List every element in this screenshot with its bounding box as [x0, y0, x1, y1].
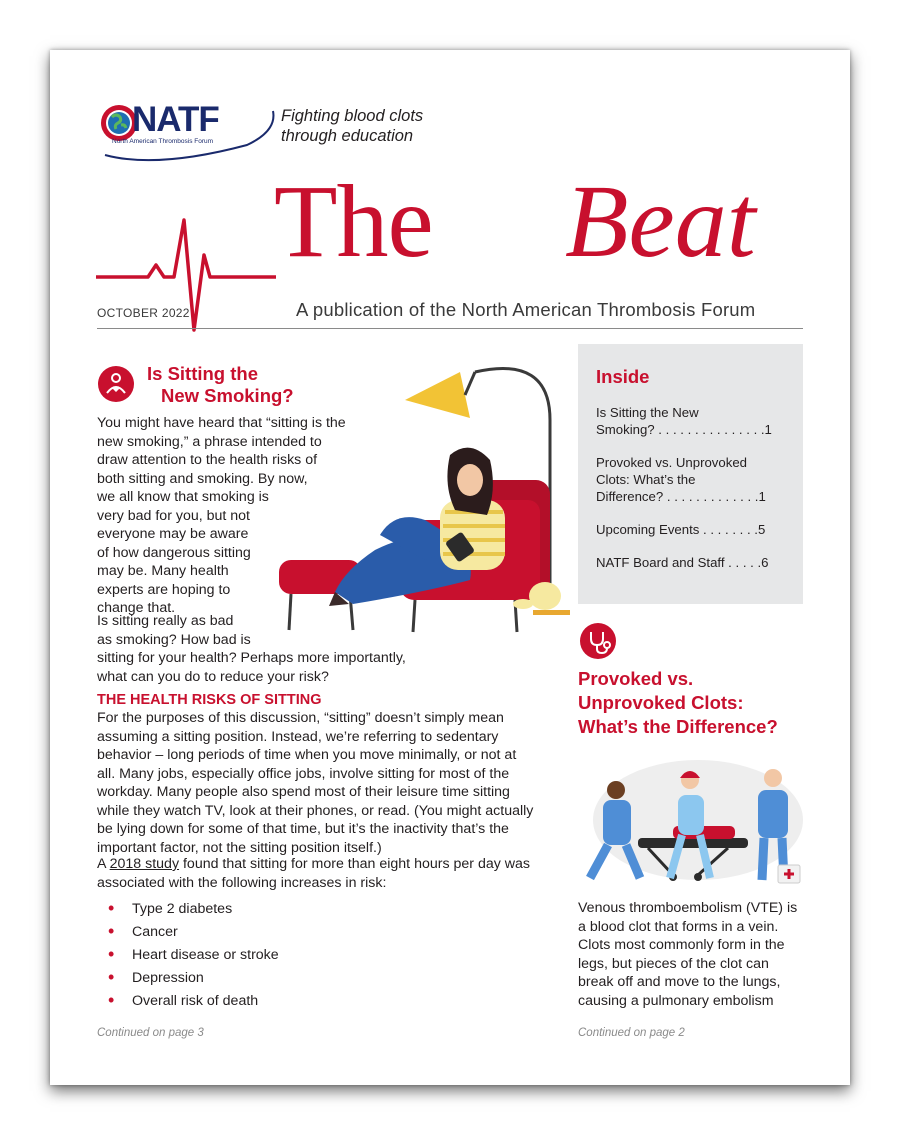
risk-line: while they watch TV, look at their phones, or read. (You might actually — [97, 802, 534, 819]
article2-heading-line-3: What’s the Difference? — [578, 716, 778, 737]
logo-text: NATF — [132, 100, 219, 139]
toc-item-sitting[interactable] — [596, 404, 772, 438]
body-line: Venous thromboembolism (VTE) is — [578, 900, 798, 916]
tagline-line-1: Fighting blood clots — [281, 107, 424, 125]
logo-subtext: North American Thrombosis Forum — [112, 138, 214, 145]
study-link[interactable]: 2018 study — [109, 856, 180, 872]
risk-line: assuming a sitting position. Instead, we’re referring to sedentary — [97, 728, 499, 745]
study-prefix: A — [97, 856, 110, 872]
publication-subtitle: A publication of the North American Thrombosis Forum — [296, 299, 756, 320]
person-heart-icon — [98, 366, 134, 402]
inside-sidebar — [578, 344, 803, 604]
body-line: causing a pulmonary embolism — [578, 992, 774, 1009]
article2-heading-line-1: Provoked vs. — [578, 668, 694, 689]
list-item: • Heart disease or stroke — [105, 946, 279, 969]
list-item: • Depression — [105, 969, 279, 992]
newsletter-page — [50, 50, 850, 1085]
title-the: The — [274, 164, 433, 279]
article1-questions — [97, 612, 406, 686]
article1-heading-line-1: Is Sitting the — [147, 363, 258, 384]
article1-heading-line-2: New Smoking? — [161, 385, 294, 406]
article2-heading — [578, 667, 778, 739]
toc-line: Provoked vs. Unprovoked — [596, 455, 747, 470]
intro-line: You might have heard that “sitting is the — [97, 415, 346, 431]
health-risks-paragraph — [97, 709, 533, 857]
toc-item-events[interactable]: Upcoming Events . . . . . . . .5 — [596, 522, 766, 537]
article1-continued[interactable]: Continued on page 3 — [97, 1027, 204, 1039]
article2-body — [578, 899, 797, 1010]
tagline — [281, 106, 423, 146]
intro-line: draw attention to the health risks of — [97, 452, 318, 468]
intro-line: may be. Many health — [97, 563, 229, 579]
issue-date: OCTOBER 2022 — [97, 306, 190, 320]
question-line: as smoking? How bad is — [97, 631, 251, 648]
sitting-woman-illustration — [275, 360, 570, 635]
article2-heading-line-2: Unprovoked Clots: — [578, 692, 744, 713]
intro-line: of how dangerous sitting — [97, 544, 251, 561]
risk-line: workday. Many people also spend most of their leisure time sitting — [97, 784, 510, 800]
body-line: legs, but pieces of the clot can — [578, 955, 769, 972]
risk-list — [105, 900, 279, 1015]
article1-heading — [147, 363, 294, 407]
risk-line: all. Many jobs, especially office jobs, involve sitting for most of the — [97, 765, 510, 782]
toc-line: Clots: What’s the — [596, 472, 696, 487]
intro-line: new smoking,” a phrase intended to — [97, 433, 322, 450]
study-paragraph — [97, 855, 530, 892]
question-line: what can you do to reduce your risk? — [97, 668, 329, 685]
list-item: • Cancer — [105, 923, 279, 946]
toc-item-clots[interactable] — [596, 454, 766, 505]
body-line: break off and move to the lungs, — [578, 974, 781, 990]
toc-line: Is Sitting the New — [596, 405, 699, 420]
list-item: • Overall risk of death — [105, 992, 279, 1015]
risk-line: behavior – long periods of time when you move minimally, or not at — [97, 747, 517, 763]
list-item: • Type 2 diabetes — [105, 900, 279, 923]
tagline-line-2: through education — [281, 127, 414, 145]
article2-continued[interactable]: Continued on page 2 — [578, 1027, 685, 1039]
intro-line: experts are hoping to — [97, 581, 231, 598]
intro-line: change that. — [97, 600, 176, 616]
toc-line: Smoking? . . . . . . . . . . . . . . .1 — [596, 422, 772, 437]
study-rest: found that sitting for more than eight hours per day was — [179, 856, 530, 872]
title-beat: Beat — [565, 164, 756, 279]
stethoscope-icon — [580, 623, 616, 659]
question-line: sitting for your health? Perhaps more importantly, — [97, 650, 406, 666]
risk-line: be lying down for some of that time, but it’s the inactivity that’s the — [97, 821, 509, 837]
intro-line: very bad for you, but not — [97, 507, 251, 524]
risk-line: For the purposes of this discussion, “sitting” doesn’t simply mean — [97, 710, 504, 726]
body-line: a blood clot that forms in a vein. — [578, 918, 779, 935]
risk-line: important factor, not the sitting position itself.) — [97, 839, 382, 856]
intro-line: everyone may be aware — [97, 526, 249, 542]
body-line: Clots most commonly form in the — [578, 937, 785, 953]
toc-line: Difference? . . . . . . . . . . . . .1 — [596, 489, 766, 504]
health-risks-subheading: THE HEALTH RISKS OF SITTING — [97, 692, 322, 708]
intro-line: both sitting and smoking. By now, — [97, 470, 308, 487]
header-divider — [97, 328, 803, 329]
medical-team-illustration — [578, 750, 803, 885]
study-line-2: associated with the following increases in risk: — [97, 874, 387, 891]
sidebar-title: Inside — [596, 366, 650, 387]
intro-line: we all know that smoking is — [97, 489, 269, 505]
toc-item-board[interactable]: NATF Board and Staff . . . . .6 — [596, 555, 769, 570]
question-line: Is sitting really as bad — [97, 613, 234, 629]
